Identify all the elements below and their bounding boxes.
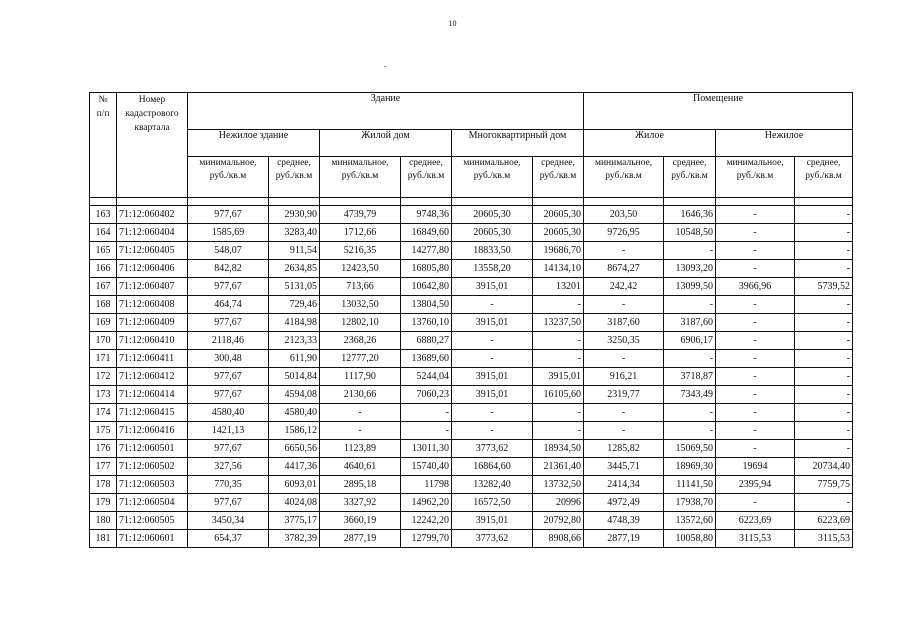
- avg-value-cell: 7060,23: [401, 386, 452, 404]
- cadastral-number-cell: 71:12:060414: [117, 386, 188, 404]
- table-row: [90, 368, 853, 386]
- min-value-cell: 548,07: [188, 242, 269, 260]
- avg-value-cell: 911,54: [269, 242, 320, 260]
- col-header-avg-line1: среднее,: [409, 158, 443, 168]
- row-number-cell: 178: [90, 476, 117, 494]
- min-value-cell: 977,67: [188, 278, 269, 296]
- min-value-cell: -: [584, 350, 664, 368]
- col-header-min: [716, 157, 795, 198]
- table-row: [90, 440, 853, 458]
- cadastral-value-table: [89, 92, 853, 548]
- table-row: [90, 314, 853, 332]
- avg-value-cell: -: [664, 422, 716, 440]
- table-row: [90, 530, 853, 548]
- min-value-cell: 654,37: [188, 530, 269, 548]
- min-value-cell: -: [452, 422, 533, 440]
- sub-header-apartment: Многоквартирный дом: [452, 130, 584, 157]
- col-header-avg-line1: среднее,: [806, 158, 841, 168]
- min-value-cell: 20605,30: [452, 224, 533, 242]
- min-value-cell: 3450,34: [188, 512, 269, 530]
- cadastral-number-cell: 71:12:060409: [117, 314, 188, 332]
- avg-value-cell: 18969,30: [664, 458, 716, 476]
- avg-value-cell: 13804,50: [401, 296, 452, 314]
- row-number-cell: 177: [90, 458, 117, 476]
- avg-value-cell: 2634,85: [269, 260, 320, 278]
- cadastral-number-cell: 71:12:060502: [117, 458, 188, 476]
- avg-value-cell: 20792,80: [533, 512, 584, 530]
- avg-value-cell: 12799,70: [401, 530, 452, 548]
- avg-value-cell: 12242,20: [401, 512, 452, 530]
- avg-value-cell: 1646,36: [664, 206, 716, 224]
- row-number-cell: 165: [90, 242, 117, 260]
- min-value-cell: 9726,95: [584, 224, 664, 242]
- table-row: [90, 512, 853, 530]
- avg-value-cell: 10548,50: [664, 224, 716, 242]
- min-value-cell: 1421,13: [188, 422, 269, 440]
- min-value-cell: -: [716, 404, 795, 422]
- avg-value-cell: 4184,98: [269, 314, 320, 332]
- row-number-cell: 173: [90, 386, 117, 404]
- min-value-cell: 2877,19: [584, 530, 664, 548]
- min-value-cell: -: [716, 206, 795, 224]
- col-header-min-line2: руб./кв.м: [605, 171, 642, 181]
- avg-value-cell: 6223,69: [795, 512, 853, 530]
- avg-value-cell: -: [533, 422, 584, 440]
- avg-value-cell: 5739,52: [795, 278, 853, 296]
- table-row: [90, 494, 853, 512]
- cadastral-number-cell: 71:12:060408: [117, 296, 188, 314]
- avg-value-cell: -: [795, 368, 853, 386]
- avg-value-cell: 5014,84: [269, 368, 320, 386]
- min-value-cell: 4972,49: [584, 494, 664, 512]
- sub-header-nonres-premises: Нежилое: [716, 130, 853, 157]
- avg-value-cell: -: [664, 296, 716, 314]
- cadastral-number-cell: 71:12:060406: [117, 260, 188, 278]
- min-value-cell: 2368,26: [320, 332, 401, 350]
- avg-value-cell: 6650,56: [269, 440, 320, 458]
- avg-value-cell: 14134,10: [533, 260, 584, 278]
- avg-value-cell: 2930,90: [269, 206, 320, 224]
- avg-value-cell: 10058,80: [664, 530, 716, 548]
- row-number-cell: 170: [90, 332, 117, 350]
- avg-value-cell: 3283,40: [269, 224, 320, 242]
- min-value-cell: 242,42: [584, 278, 664, 296]
- col-header-min: [188, 157, 269, 198]
- avg-value-cell: -: [795, 296, 853, 314]
- min-value-cell: 4739,79: [320, 206, 401, 224]
- min-value-cell: 977,67: [188, 314, 269, 332]
- min-value-cell: -: [716, 440, 795, 458]
- avg-value-cell: 13689,60: [401, 350, 452, 368]
- sub-header-nonres-building: Нежилое здание: [188, 130, 320, 157]
- col-header-avg-line2: руб./кв.м: [671, 171, 708, 181]
- avg-value-cell: 20605,30: [533, 224, 584, 242]
- sub-header-house: Жилой дом: [320, 130, 452, 157]
- avg-value-cell: 11141,50: [664, 476, 716, 494]
- col-header-avg: [401, 157, 452, 198]
- avg-value-cell: 729,46: [269, 296, 320, 314]
- avg-value-cell: 3782,39: [269, 530, 320, 548]
- min-value-cell: 5216,35: [320, 242, 401, 260]
- col-header-avg: [795, 157, 853, 198]
- avg-value-cell: 20605,30: [533, 206, 584, 224]
- min-value-cell: 16864,60: [452, 458, 533, 476]
- min-value-cell: 713,66: [320, 278, 401, 296]
- avg-value-cell: 5131,05: [269, 278, 320, 296]
- avg-value-cell: 13201: [533, 278, 584, 296]
- avg-value-cell: 3187,60: [664, 314, 716, 332]
- col-header-number-line2: п/п: [96, 109, 110, 119]
- col-header-min-line1: минимальное,: [594, 158, 653, 168]
- min-value-cell: -: [716, 224, 795, 242]
- cadastral-number-cell: 71:12:060411: [117, 350, 188, 368]
- avg-value-cell: 16805,80: [401, 260, 452, 278]
- min-value-cell: 3327,92: [320, 494, 401, 512]
- avg-value-cell: 4594,08: [269, 386, 320, 404]
- col-header-avg: [664, 157, 716, 198]
- min-value-cell: 18833,50: [452, 242, 533, 260]
- avg-value-cell: 17938,70: [664, 494, 716, 512]
- col-header-avg-line2: руб./кв.м: [539, 171, 577, 181]
- min-value-cell: -: [584, 296, 664, 314]
- cadastral-number-cell: 71:12:060504: [117, 494, 188, 512]
- page-number: 10: [448, 19, 457, 28]
- col-header-avg-line2: руб./кв.м: [805, 171, 842, 181]
- min-value-cell: 2877,19: [320, 530, 401, 548]
- col-header-cadastral-line3: квартала: [134, 123, 170, 133]
- col-header-min: [584, 157, 664, 198]
- avg-value-cell: 18934,50: [533, 440, 584, 458]
- min-value-cell: 770,35: [188, 476, 269, 494]
- min-value-cell: 16572,50: [452, 494, 533, 512]
- col-header-avg-line1: среднее,: [672, 158, 707, 168]
- cadastral-number-cell: 71:12:060416: [117, 422, 188, 440]
- col-header-min-line2: руб./кв.м: [473, 171, 511, 181]
- min-value-cell: 3250,35: [584, 332, 664, 350]
- min-value-cell: -: [716, 386, 795, 404]
- avg-value-cell: 14962,20: [401, 494, 452, 512]
- avg-value-cell: -: [664, 350, 716, 368]
- min-value-cell: -: [320, 404, 401, 422]
- min-value-cell: -: [716, 296, 795, 314]
- avg-value-cell: 19686,70: [533, 242, 584, 260]
- table-row: [90, 458, 853, 476]
- min-value-cell: 13032,50: [320, 296, 401, 314]
- avg-value-cell: 3775,17: [269, 512, 320, 530]
- table-row: [90, 296, 853, 314]
- avg-value-cell: 13237,50: [533, 314, 584, 332]
- min-value-cell: 3187,60: [584, 314, 664, 332]
- min-value-cell: 977,67: [188, 368, 269, 386]
- min-value-cell: 977,67: [188, 386, 269, 404]
- col-header-cadastral: [117, 93, 188, 198]
- col-header-avg-line1: среднее,: [541, 158, 575, 168]
- table-row: [90, 386, 853, 404]
- avg-value-cell: 13760,10: [401, 314, 452, 332]
- min-value-cell: -: [452, 332, 533, 350]
- min-value-cell: 12802,10: [320, 314, 401, 332]
- avg-value-cell: 4417,36: [269, 458, 320, 476]
- row-number-cell: 168: [90, 296, 117, 314]
- col-header-number-line1: №: [98, 95, 108, 105]
- min-value-cell: -: [716, 494, 795, 512]
- avg-value-cell: 6093,01: [269, 476, 320, 494]
- min-value-cell: 2118,46: [188, 332, 269, 350]
- min-value-cell: 1585,69: [188, 224, 269, 242]
- col-header-avg-line2: руб./кв.м: [275, 171, 313, 181]
- avg-value-cell: 2123,33: [269, 332, 320, 350]
- min-value-cell: -: [716, 314, 795, 332]
- avg-value-cell: 3115,53: [795, 530, 853, 548]
- avg-value-cell: 7759,75: [795, 476, 853, 494]
- table-row: [90, 404, 853, 422]
- row-number-cell: 174: [90, 404, 117, 422]
- min-value-cell: -: [452, 350, 533, 368]
- avg-value-cell: -: [401, 404, 452, 422]
- min-value-cell: 13282,40: [452, 476, 533, 494]
- cadastral-number-cell: 71:12:060407: [117, 278, 188, 296]
- avg-value-cell: 3915,01: [533, 368, 584, 386]
- min-value-cell: 2319,77: [584, 386, 664, 404]
- row-number-cell: 180: [90, 512, 117, 530]
- min-value-cell: 3445,71: [584, 458, 664, 476]
- table-row: [90, 224, 853, 242]
- avg-value-cell: 14277,80: [401, 242, 452, 260]
- min-value-cell: 4580,40: [188, 404, 269, 422]
- avg-value-cell: 15740,40: [401, 458, 452, 476]
- row-number-cell: 169: [90, 314, 117, 332]
- min-value-cell: 3915,01: [452, 314, 533, 332]
- min-value-cell: 916,21: [584, 368, 664, 386]
- avg-value-cell: -: [795, 422, 853, 440]
- min-value-cell: 3115,53: [716, 530, 795, 548]
- avg-value-cell: 13093,20: [664, 260, 716, 278]
- col-header-min-line2: руб./кв.м: [341, 171, 379, 181]
- avg-value-cell: -: [533, 332, 584, 350]
- min-value-cell: 12423,50: [320, 260, 401, 278]
- avg-value-cell: 4580,40: [269, 404, 320, 422]
- avg-value-cell: -: [664, 242, 716, 260]
- min-value-cell: 12777,20: [320, 350, 401, 368]
- sub-header-res-premises: Жилое: [584, 130, 716, 157]
- min-value-cell: 464,74: [188, 296, 269, 314]
- cadastral-number-cell: 71:12:060415: [117, 404, 188, 422]
- min-value-cell: 2395,94: [716, 476, 795, 494]
- avg-value-cell: 6906,17: [664, 332, 716, 350]
- table-row: [90, 332, 853, 350]
- avg-value-cell: -: [795, 206, 853, 224]
- avg-value-cell: -: [795, 440, 853, 458]
- avg-value-cell: -: [795, 404, 853, 422]
- avg-value-cell: 11798: [401, 476, 452, 494]
- col-header-number: [90, 93, 117, 198]
- min-value-cell: -: [716, 260, 795, 278]
- avg-value-cell: -: [401, 422, 452, 440]
- row-number-cell: 179: [90, 494, 117, 512]
- min-value-cell: 977,67: [188, 440, 269, 458]
- row-number-cell: 166: [90, 260, 117, 278]
- col-header-min-line1: минимальное,: [463, 158, 521, 168]
- col-header-min-line1: минимальное,: [726, 158, 784, 168]
- table-row: [90, 422, 853, 440]
- min-value-cell: 3915,01: [452, 278, 533, 296]
- table-row: [90, 242, 853, 260]
- avg-value-cell: 21361,40: [533, 458, 584, 476]
- row-number-cell: 167: [90, 278, 117, 296]
- avg-value-cell: 611,90: [269, 350, 320, 368]
- col-header-cadastral-line2: кадастрового: [125, 109, 179, 119]
- cadastral-number-cell: 71:12:060503: [117, 476, 188, 494]
- min-value-cell: 842,82: [188, 260, 269, 278]
- min-value-cell: -: [584, 422, 664, 440]
- min-value-cell: 977,67: [188, 206, 269, 224]
- min-value-cell: 4748,39: [584, 512, 664, 530]
- col-header-min: [452, 157, 533, 198]
- cadastral-number-cell: 71:12:060404: [117, 224, 188, 242]
- avg-value-cell: 15069,50: [664, 440, 716, 458]
- table-row: [90, 260, 853, 278]
- cadastral-number-cell: 71:12:060402: [117, 206, 188, 224]
- min-value-cell: 1285,82: [584, 440, 664, 458]
- avg-value-cell: 20996: [533, 494, 584, 512]
- table-row: [90, 350, 853, 368]
- min-value-cell: -: [716, 422, 795, 440]
- col-header-avg-line1: среднее,: [277, 158, 311, 168]
- min-value-cell: 6223,69: [716, 512, 795, 530]
- avg-value-cell: 13099,50: [664, 278, 716, 296]
- avg-value-cell: -: [795, 332, 853, 350]
- min-value-cell: 203,50: [584, 206, 664, 224]
- min-value-cell: 3773,62: [452, 440, 533, 458]
- avg-value-cell: 13732,50: [533, 476, 584, 494]
- min-value-cell: 1123,89: [320, 440, 401, 458]
- col-header-min-line1: минимальное,: [199, 158, 257, 168]
- avg-value-cell: -: [533, 350, 584, 368]
- min-value-cell: 2895,18: [320, 476, 401, 494]
- min-value-cell: 4640,61: [320, 458, 401, 476]
- col-header-cadastral-line1: Номер: [138, 95, 166, 105]
- col-header-avg: [269, 157, 320, 198]
- avg-value-cell: 16849,60: [401, 224, 452, 242]
- min-value-cell: 2130,66: [320, 386, 401, 404]
- cadastral-number-cell: 71:12:060412: [117, 368, 188, 386]
- cadastral-number-cell: 71:12:060410: [117, 332, 188, 350]
- col-header-avg: [533, 157, 584, 198]
- table-row: [90, 206, 853, 224]
- avg-value-cell: 8908,66: [533, 530, 584, 548]
- avg-value-cell: -: [795, 314, 853, 332]
- avg-value-cell: 20734,40: [795, 458, 853, 476]
- avg-value-cell: 9748,36: [401, 206, 452, 224]
- table-row: [90, 476, 853, 494]
- row-number-cell: 172: [90, 368, 117, 386]
- col-header-avg-line2: руб./кв.м: [407, 171, 445, 181]
- min-value-cell: 13558,20: [452, 260, 533, 278]
- avg-value-cell: -: [795, 386, 853, 404]
- min-value-cell: 1712,66: [320, 224, 401, 242]
- avg-value-cell: 4024,08: [269, 494, 320, 512]
- avg-value-cell: -: [795, 224, 853, 242]
- avg-value-cell: -: [533, 404, 584, 422]
- min-value-cell: 327,56: [188, 458, 269, 476]
- min-value-cell: -: [452, 296, 533, 314]
- avg-value-cell: 7343,49: [664, 386, 716, 404]
- header-spacer-row: [90, 198, 853, 206]
- group-header-building: Здание: [188, 93, 584, 130]
- col-header-min-line2: руб./кв.м: [209, 171, 247, 181]
- avg-value-cell: 6880,27: [401, 332, 452, 350]
- col-header-min-line2: руб./кв.м: [736, 171, 774, 181]
- avg-value-cell: 16105,60: [533, 386, 584, 404]
- min-value-cell: 1117,90: [320, 368, 401, 386]
- min-value-cell: -: [320, 422, 401, 440]
- min-value-cell: 977,67: [188, 494, 269, 512]
- avg-value-cell: -: [795, 494, 853, 512]
- avg-value-cell: -: [795, 242, 853, 260]
- min-value-cell: 3915,01: [452, 386, 533, 404]
- avg-value-cell: -: [795, 260, 853, 278]
- min-value-cell: 300,48: [188, 350, 269, 368]
- avg-value-cell: 5244,04: [401, 368, 452, 386]
- min-value-cell: 3966,96: [716, 278, 795, 296]
- row-number-cell: 175: [90, 422, 117, 440]
- scan-mark: [384, 66, 386, 67]
- min-value-cell: 19694: [716, 458, 795, 476]
- min-value-cell: -: [584, 404, 664, 422]
- cadastral-number-cell: 71:12:060501: [117, 440, 188, 458]
- min-value-cell: 20605,30: [452, 206, 533, 224]
- row-number-cell: 163: [90, 206, 117, 224]
- avg-value-cell: 13011,30: [401, 440, 452, 458]
- min-value-cell: 3915,01: [452, 368, 533, 386]
- min-value-cell: 2414,34: [584, 476, 664, 494]
- col-header-min: [320, 157, 401, 198]
- avg-value-cell: -: [795, 350, 853, 368]
- avg-value-cell: -: [533, 296, 584, 314]
- min-value-cell: -: [452, 404, 533, 422]
- min-value-cell: -: [716, 242, 795, 260]
- col-header-min-line1: минимальное,: [331, 158, 389, 168]
- row-number-cell: 164: [90, 224, 117, 242]
- min-value-cell: 3660,19: [320, 512, 401, 530]
- cadastral-number-cell: 71:12:060601: [117, 530, 188, 548]
- avg-value-cell: 3718,87: [664, 368, 716, 386]
- row-number-cell: 181: [90, 530, 117, 548]
- min-value-cell: -: [716, 332, 795, 350]
- row-number-cell: 176: [90, 440, 117, 458]
- min-value-cell: -: [584, 242, 664, 260]
- avg-value-cell: 13572,60: [664, 512, 716, 530]
- min-value-cell: 8674,27: [584, 260, 664, 278]
- avg-value-cell: 10642,80: [401, 278, 452, 296]
- cadastral-number-cell: 71:12:060505: [117, 512, 188, 530]
- min-value-cell: 3915,01: [452, 512, 533, 530]
- row-number-cell: 171: [90, 350, 117, 368]
- min-value-cell: -: [716, 350, 795, 368]
- min-value-cell: 3773,62: [452, 530, 533, 548]
- min-value-cell: -: [716, 368, 795, 386]
- group-header-premises: Помещение: [584, 93, 853, 130]
- cadastral-number-cell: 71:12:060405: [117, 242, 188, 260]
- avg-value-cell: 1586,12: [269, 422, 320, 440]
- avg-value-cell: -: [664, 404, 716, 422]
- table-row: [90, 278, 853, 296]
